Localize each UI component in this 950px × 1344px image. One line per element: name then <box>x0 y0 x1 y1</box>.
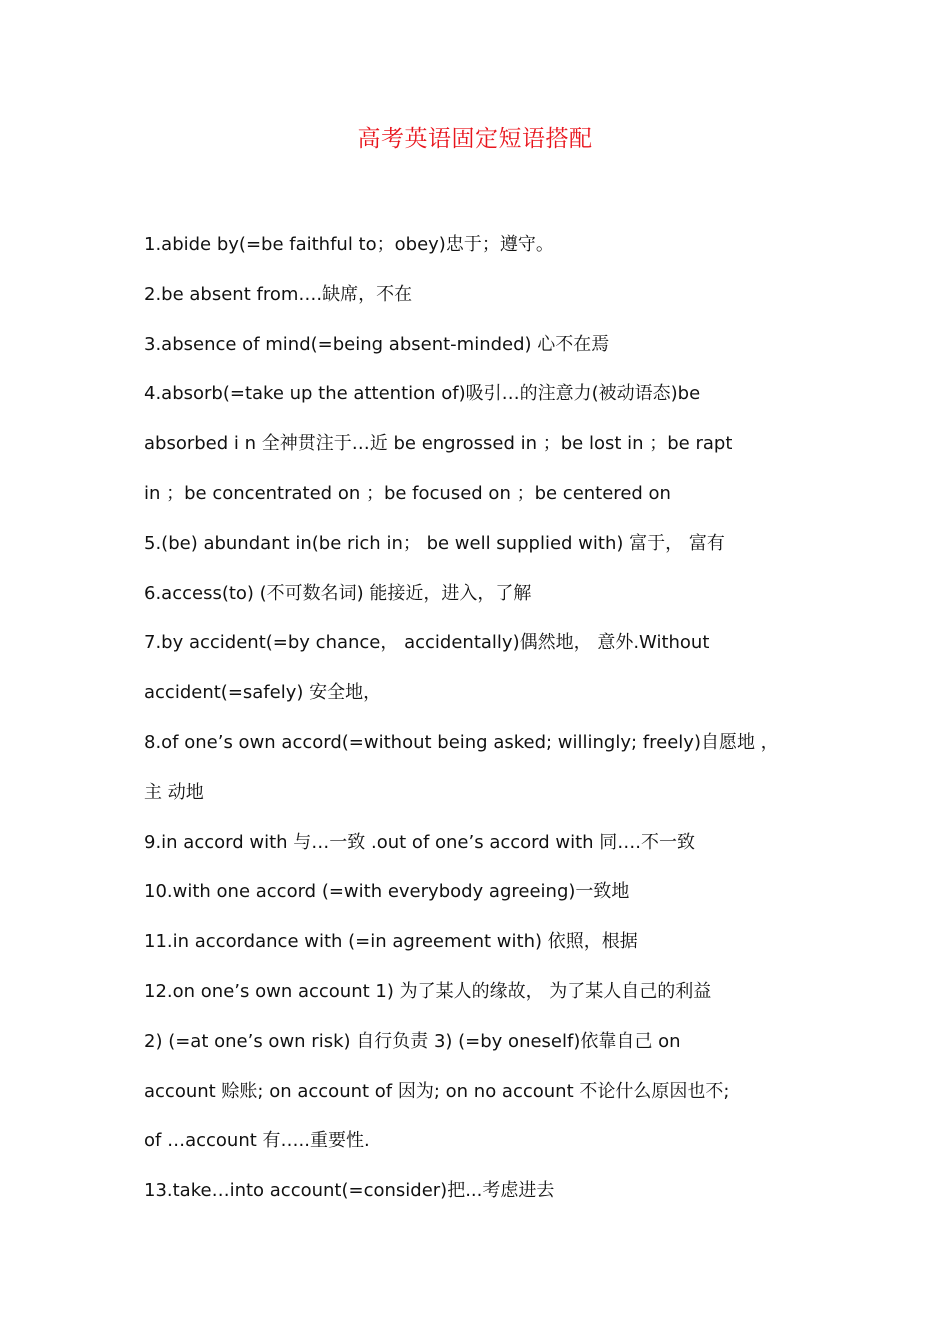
text-line-1: 1.abide by(=be faithful to；obey)忠于；遵守。 <box>144 234 554 255</box>
text-line-7: 5.(be) abundant in(be rich in； be well supplied with) 富于， 富有 <box>144 532 725 554</box>
text-line-14: 10.with one accord (=with everybody agreeing)一致地 <box>144 881 630 903</box>
text-line-8: 6.access(to) (不可数名词) 能接近，进入，了解 <box>144 582 532 604</box>
text-line-18: account 赊账; on account of 因为; on no account 不论什么原因也不; <box>144 1080 730 1102</box>
document-title: 高考英语固定短语搭配 <box>357 126 593 152</box>
text-line-19: of …account 有…..重要性. <box>144 1130 370 1152</box>
text-line-12: 主 动地 <box>144 781 204 803</box>
text-line-20: 13.take…into account(=consider)把...考虑进去 <box>144 1180 555 1202</box>
text-line-4: 4.absorb(=take up the attention of)吸引…的注意力(被动语态)be <box>144 383 701 405</box>
text-line-5: absorbed i n 全神贯注于…近 be engrossed in ；be lost in ；be rapt <box>144 433 733 455</box>
text-line-13: 9.in accord with 与…一致 .out of one’s accord with 同….不一致 <box>144 831 696 853</box>
document-body <box>144 220 808 1216</box>
text-line-9: 7.by accident(=by chance， accidentally)偶然地， 意外.Without <box>144 632 710 654</box>
text-line-6: in ；be concentrated on ；be focused on ；be centered on <box>144 482 671 504</box>
text-line-15: 11.in accordance with (=in agreement with) 依照，根据 <box>144 931 638 953</box>
text-line-17: 2) (=at one’s own risk) 自行负责 3) (=by oneself)依靠自己 on <box>144 1030 681 1052</box>
text-line-2: 2.be absent from….缺席，不在 <box>144 283 413 305</box>
text-line-16: 12.on one’s own account 1) 为了某人的缘故， 为了某人自己的利益 <box>144 980 712 1002</box>
text-line-3: 3.absence of mind(=being absent-minded) 心不在焉 <box>144 333 610 355</box>
text-line-11: 8.of one’s own accord(=without being asked; willingly; freely)自愿地 ， <box>144 731 779 753</box>
text-line-10: accident(=safely) 安全地， <box>144 682 382 704</box>
